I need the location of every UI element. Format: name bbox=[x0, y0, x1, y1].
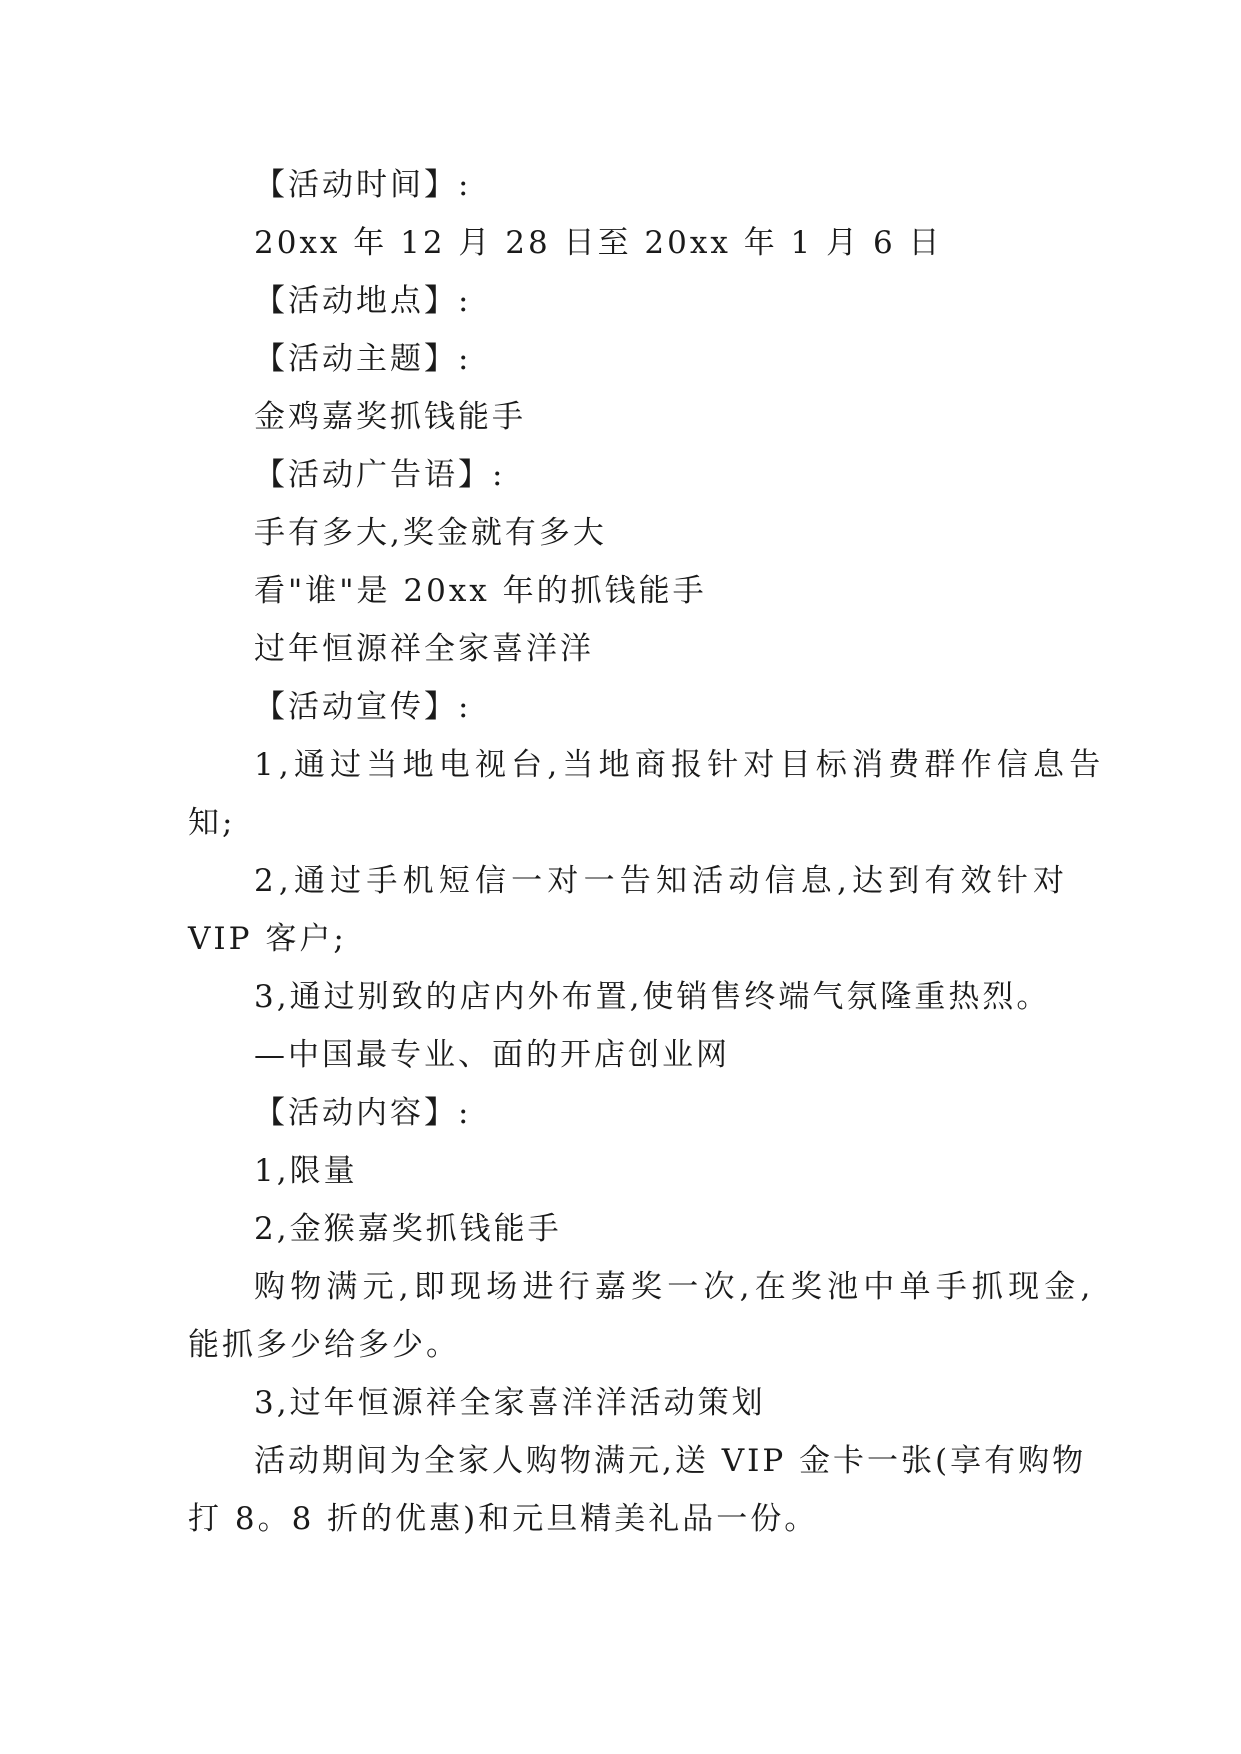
activity-dates: 20xx 年 12 月 28 日至 20xx 年 1 月 6 日 bbox=[254, 225, 943, 261]
heading-activity-time: 【活动时间】: bbox=[254, 167, 472, 203]
heading-activity-promotion: 【活动宣传】: bbox=[254, 689, 472, 725]
heading-activity-location: 【活动地点】: bbox=[254, 283, 472, 319]
slogan-line-2: 看"谁"是 20xx 年的抓钱能手 bbox=[254, 573, 707, 609]
activity-theme-text: 金鸡嘉奖抓钱能手 bbox=[254, 399, 526, 435]
heading-activity-slogan: 【活动广告语】: bbox=[254, 457, 506, 493]
content-item-3-desc: 活动期间为全家人购物满元,送 VIP 金卡一张(享有购物 bbox=[254, 1443, 1087, 1479]
content-item-1: 1,限量 bbox=[254, 1153, 358, 1189]
promotion-item-1-cont: 知; bbox=[188, 805, 236, 841]
promotion-item-3: 3,通过别致的店内外布置,使销售终端气氛隆重热烈。 bbox=[254, 979, 1051, 1015]
content-item-3: 3,过年恒源祥全家喜洋洋活动策划 bbox=[254, 1385, 766, 1421]
content-item-3-desc-cont: 打 8。8 折的优惠)和元旦精美礼品一份。 bbox=[188, 1501, 819, 1537]
content-item-2: 2,金猴嘉奖抓钱能手 bbox=[254, 1211, 562, 1247]
content-item-2-desc-cont: 能抓多少给多少。 bbox=[188, 1327, 460, 1363]
source-note: —中国最专业、面的开店创业网 bbox=[254, 1037, 730, 1073]
promotion-item-2: 2,通过手机短信一对一告知活动信息,达到有效针对 bbox=[254, 863, 1070, 899]
promotion-item-2-cont: VIP 客户; bbox=[188, 921, 347, 957]
heading-activity-content: 【活动内容】: bbox=[254, 1095, 472, 1131]
slogan-line-3: 过年恒源祥全家喜洋洋 bbox=[254, 631, 594, 667]
document-body bbox=[188, 156, 1106, 1548]
promotion-item-1: 1,通过当地电视台,当地商报针对目标消费群作信息告 bbox=[254, 747, 1106, 783]
slogan-line-1: 手有多大,奖金就有多大 bbox=[254, 515, 607, 551]
heading-activity-theme: 【活动主题】: bbox=[254, 341, 472, 377]
content-item-2-desc: 购物满元,即现场进行嘉奖一次,在奖池中单手抓现金, bbox=[254, 1269, 1096, 1305]
